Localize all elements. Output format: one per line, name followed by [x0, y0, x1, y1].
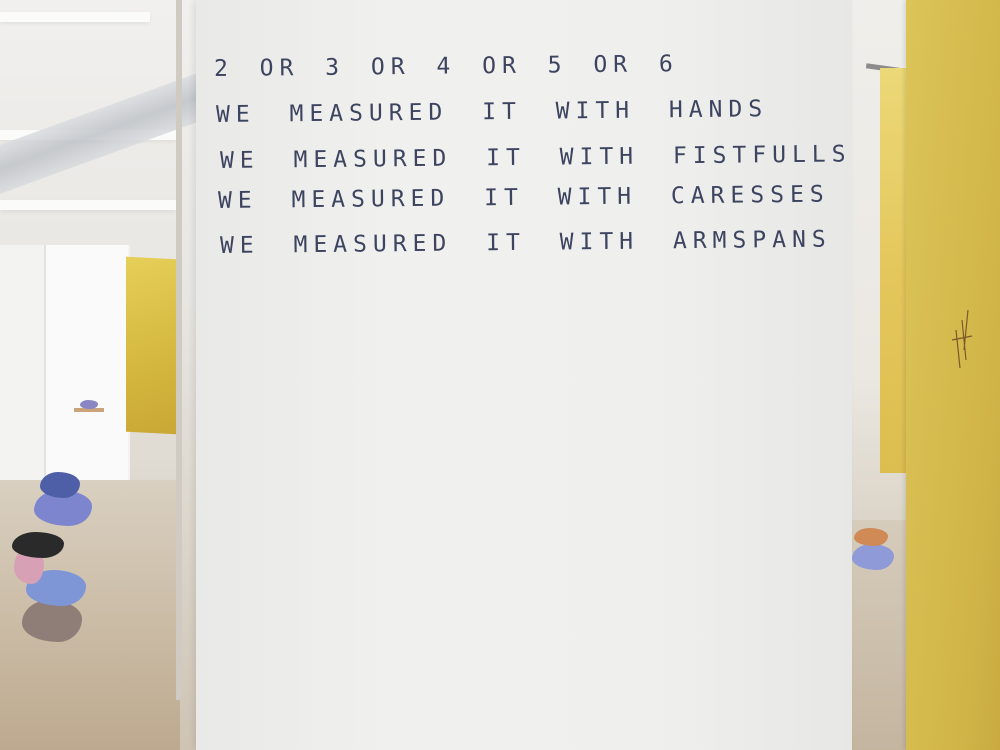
fabric-sculpture: [12, 532, 64, 558]
fabric-sculpture: [40, 472, 80, 498]
left-gallery-view: [0, 0, 200, 750]
ceiling-light: [0, 200, 176, 210]
fabric-sculpture: [22, 600, 82, 642]
text-line: WE MEASURED IT WITH HANDS: [215, 96, 769, 128]
text-line: WE MEASURED IT WITH FISTFULLS: [219, 141, 852, 174]
shelf-sculpture: [80, 400, 98, 409]
fabric-sculpture: [852, 544, 894, 570]
mirror-frame: [176, 0, 182, 700]
mirror-reflected-yellow-fabric: [126, 257, 176, 435]
fabric-scribble-mark: [948, 300, 978, 370]
text-line: 2 OR 3 OR 4 OR 5 OR 6: [213, 51, 679, 82]
mirror-reflected-door: [44, 245, 128, 490]
text-line: WE MEASURED IT WITH CARESSES: [217, 181, 830, 214]
fabric-sculpture: [854, 528, 888, 546]
white-wall: [196, 0, 852, 750]
handwritten-text: [213, 51, 852, 261]
ceiling-light: [0, 12, 150, 22]
yellow-fabric-banner: [906, 0, 1000, 750]
text-line: WE MEASURED IT WITH ARMSPANS: [219, 226, 832, 259]
